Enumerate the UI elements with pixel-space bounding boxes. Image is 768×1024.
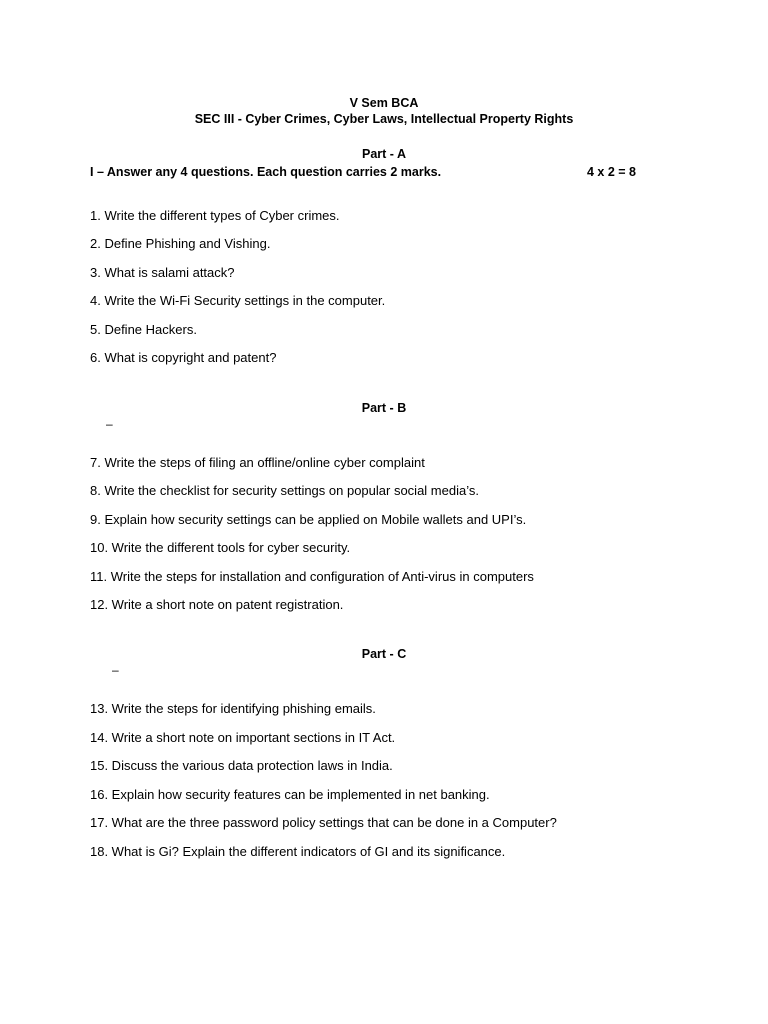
question-item: 4. Write the Wi-Fi Security settings in the computer. [90,293,386,308]
question-item: 1. Write the different types of Cyber crimes. [90,208,340,223]
question-item: 5. Define Hackers. [90,322,197,337]
question-item: 10. Write the different tools for cyber security. [90,540,351,555]
part-b-dash: – [106,417,113,431]
part-c-dash: – [112,663,119,677]
question-item: 3. What is salami attack? [90,265,235,280]
question-item: 2. Define Phishing and Vishing. [90,236,271,251]
question-item: 8. Write the checklist for security settings on popular social media’s. [90,483,479,498]
question-item: 9. Explain how security settings can be applied on Mobile wallets and UPI’s. [90,512,527,527]
question-item: 17. What are the three password policy settings that can be done in a Computer? [90,815,557,830]
question-item: 11. Write the steps for installation and configuration of Anti-virus in computers [90,569,534,584]
part-c-title: Part - C [361,647,407,661]
question-item: 14. Write a short note on important sections in IT Act. [90,730,396,745]
semester-heading: V Sem BCA [349,96,419,110]
part-a-instruction: I – Answer any 4 questions. Each question carries 2 marks. [90,165,442,179]
question-item: 13. Write the steps for identifying phishing emails. [90,701,376,716]
question-item: 6. What is copyright and patent? [90,350,277,365]
question-item: 7. Write the steps of filing an offline/online cyber complaint [90,455,425,470]
question-item: 15. Discuss the various data protection laws in India. [90,758,393,773]
course-title: SEC III - Cyber Crimes, Cyber Laws, Intellectual Property Rights [194,112,574,126]
part-b-title: Part - B [361,401,407,415]
question-item: 12. Write a short note on patent registration. [90,597,344,612]
question-item: 18. What is Gi? Explain the different indicators of GI and its significance. [90,844,506,859]
question-item: 16. Explain how security features can be implemented in net banking. [90,787,490,802]
part-a-marks: 4 x 2 = 8 [587,165,636,179]
part-a-title: Part - A [362,147,406,161]
